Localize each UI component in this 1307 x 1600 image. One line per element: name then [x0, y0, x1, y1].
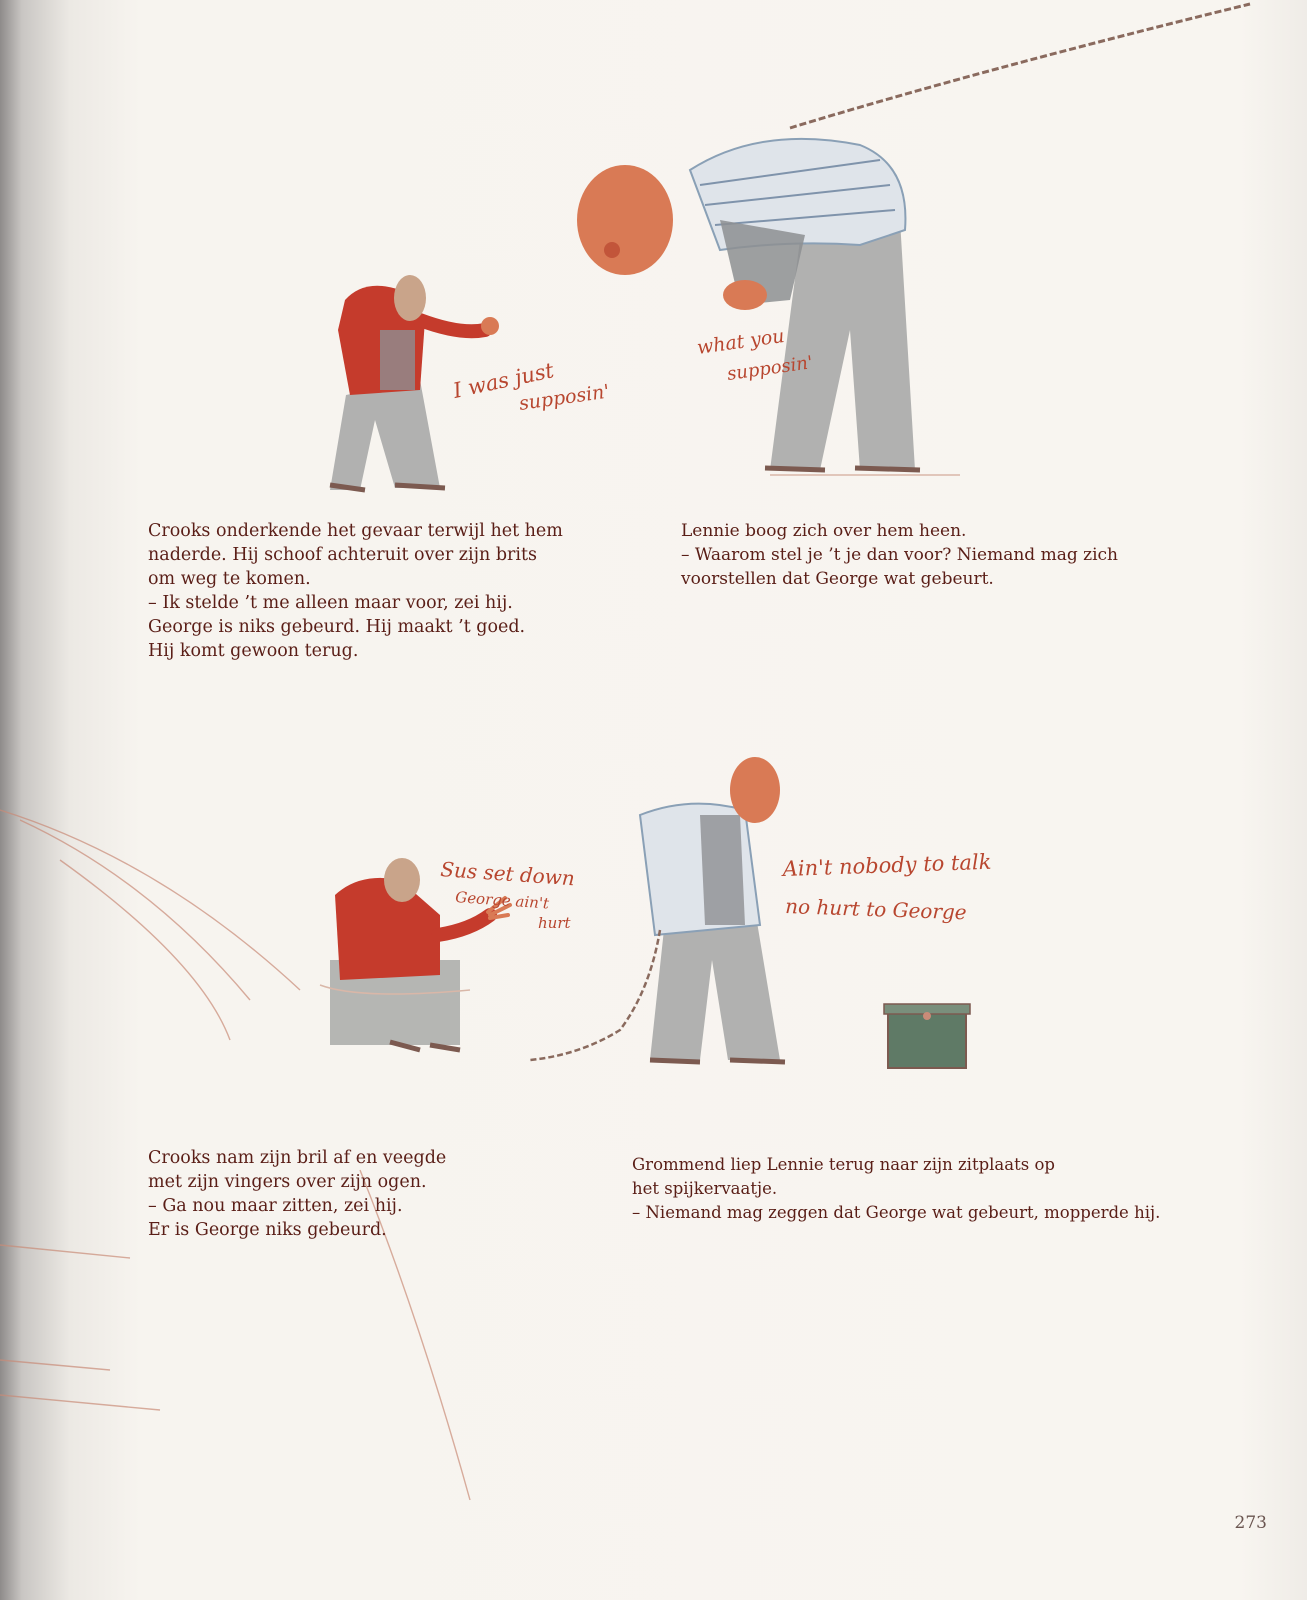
svg-text:supposin': supposin' [517, 380, 611, 415]
text-line: Crooks onderkende het gevaar terwijl het hem [148, 521, 563, 541]
text-line: voorstellen dat George wat gebeurt. [681, 569, 994, 589]
paragraph-crooks-danger [148, 519, 563, 663]
chain [790, 4, 1250, 128]
caption-was-just-supposin [450, 358, 611, 415]
text-line: – Ik stelde ’t me alleen maar voor, zei hij. [148, 593, 513, 613]
text-line: Grommend liep Lennie terug naar zijn zitplaats op [632, 1155, 1055, 1174]
text-line: Hij komt gewoon terug. [148, 641, 359, 661]
green-box [884, 1004, 970, 1068]
paragraph-lennie-bends [681, 519, 1118, 591]
text-line: naderde. Hij schoof achteruit over zijn brits [148, 545, 538, 565]
svg-text:George ain't: George ain't [454, 888, 550, 913]
text-line: – Ga nou maar zitten, zei hij. [148, 1196, 403, 1216]
text-line: Er is George niks gebeurd. [148, 1220, 387, 1240]
svg-text:what you: what you [695, 324, 786, 359]
text-line: met zijn vingers over zijn ogen. [148, 1172, 427, 1192]
svg-text:hurt: hurt [538, 914, 571, 932]
crooks-figure-bottom [320, 858, 510, 1050]
caption-aint-nobody [780, 850, 991, 925]
text-line: om weg te komen. [148, 569, 311, 589]
svg-text:Sus set down: Sus set down [439, 857, 576, 891]
lennie-figure-bottom [530, 757, 785, 1062]
svg-text:Ain't nobody to talk: Ain't nobody to talk [782, 849, 992, 881]
paragraph-crooks-glasses [148, 1146, 446, 1242]
caption-sus-set-down [440, 857, 576, 932]
text-line: het spijkervaatje. [632, 1179, 778, 1198]
svg-text:supposin': supposin' [725, 352, 815, 385]
paragraph-lennie-grumbles [632, 1153, 1160, 1225]
text-line: George is niks gebeurd. Hij maakt ’t goed. [148, 617, 526, 637]
svg-text:no hurt to George: no hurt to George [784, 894, 968, 925]
text-line: Lennie boog zich over hem heen. [681, 521, 967, 541]
text-line: – Waarom stel je ’t je dan voor? Niemand mag zich [681, 545, 1118, 565]
text-line: Crooks nam zijn bril af en veegde [148, 1148, 447, 1168]
text-line: – Niemand mag zeggen dat George wat gebeurt, mopperde hij. [632, 1203, 1161, 1222]
page-number: 273 [1234, 1513, 1267, 1533]
lennie-figure-top [577, 139, 960, 475]
svg-text:I was just: I was just [451, 358, 556, 403]
